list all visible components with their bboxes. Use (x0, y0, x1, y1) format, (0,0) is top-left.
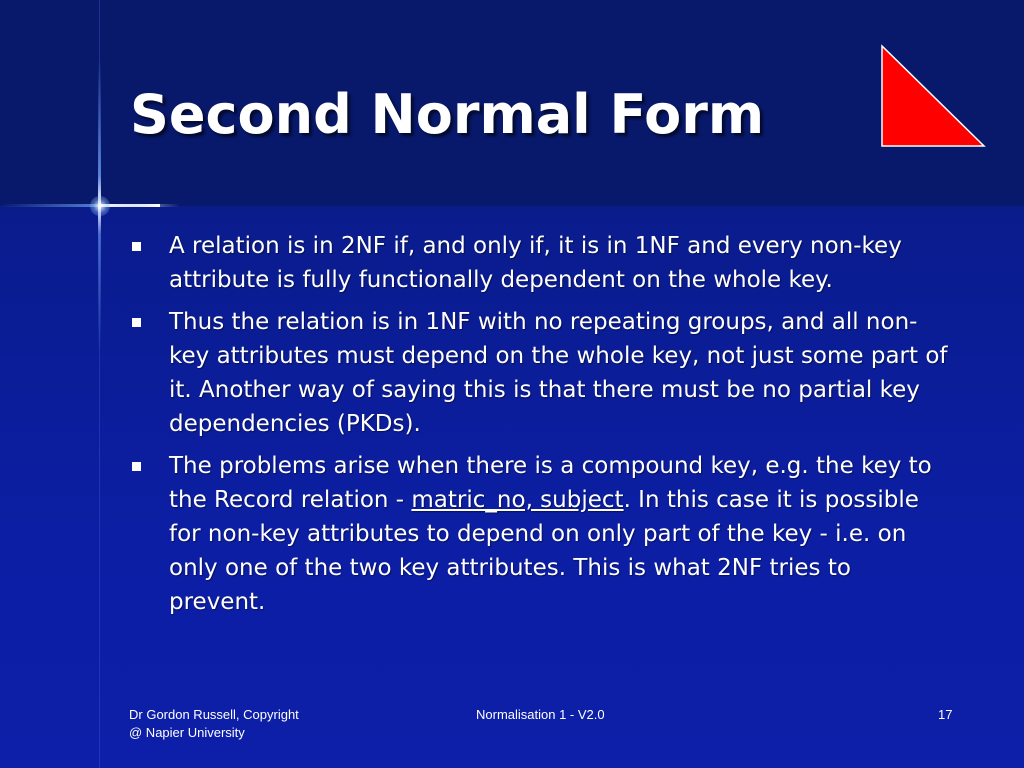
square-bullet-icon (132, 242, 141, 251)
bullet-item (130, 449, 950, 619)
square-bullet-icon (132, 462, 141, 471)
footer-author (129, 706, 369, 742)
red-triangle-icon (880, 44, 986, 148)
bullet-text: A relation is in 2NF if, and only if, it is in 1NF and every non-key attribute is fully functionally dependent on the whole key. (169, 233, 902, 293)
square-bullet-icon (132, 318, 141, 327)
bullet-item (130, 305, 950, 441)
slide-number: 17 (938, 707, 953, 722)
bullet-list (130, 229, 950, 627)
bullet-item (130, 229, 950, 297)
bullet-text-start: The problems arise when there is a compound key, e.g. the key to the Record relation - (169, 453, 932, 513)
footer-author-line1: Dr Gordon Russell, Copyright (129, 707, 299, 722)
footer-deck-title: Normalisation 1 - V2.0 (476, 707, 605, 722)
sparkle-horizontal-tail (100, 204, 180, 207)
slide-title: Second Normal Form (130, 83, 765, 146)
footer-author-line2: @ Napier University (129, 725, 245, 740)
bullet-text: Thus the relation is in 1NF with no repeating groups, and all non-key attributes must depend on the whole key, not just some part of it. Another way of saying this is that there must be no partial key dependencies (PKDs). (169, 309, 948, 437)
sparkle-glow (90, 196, 110, 216)
compound-key-text: matric_no, subject (411, 487, 624, 513)
bullet-text-end: . In this case it is possible for non-key attributes to depend on only part of the key - i.e. on only one of the two key attributes. This is what 2NF tries to prevent. (169, 487, 919, 615)
